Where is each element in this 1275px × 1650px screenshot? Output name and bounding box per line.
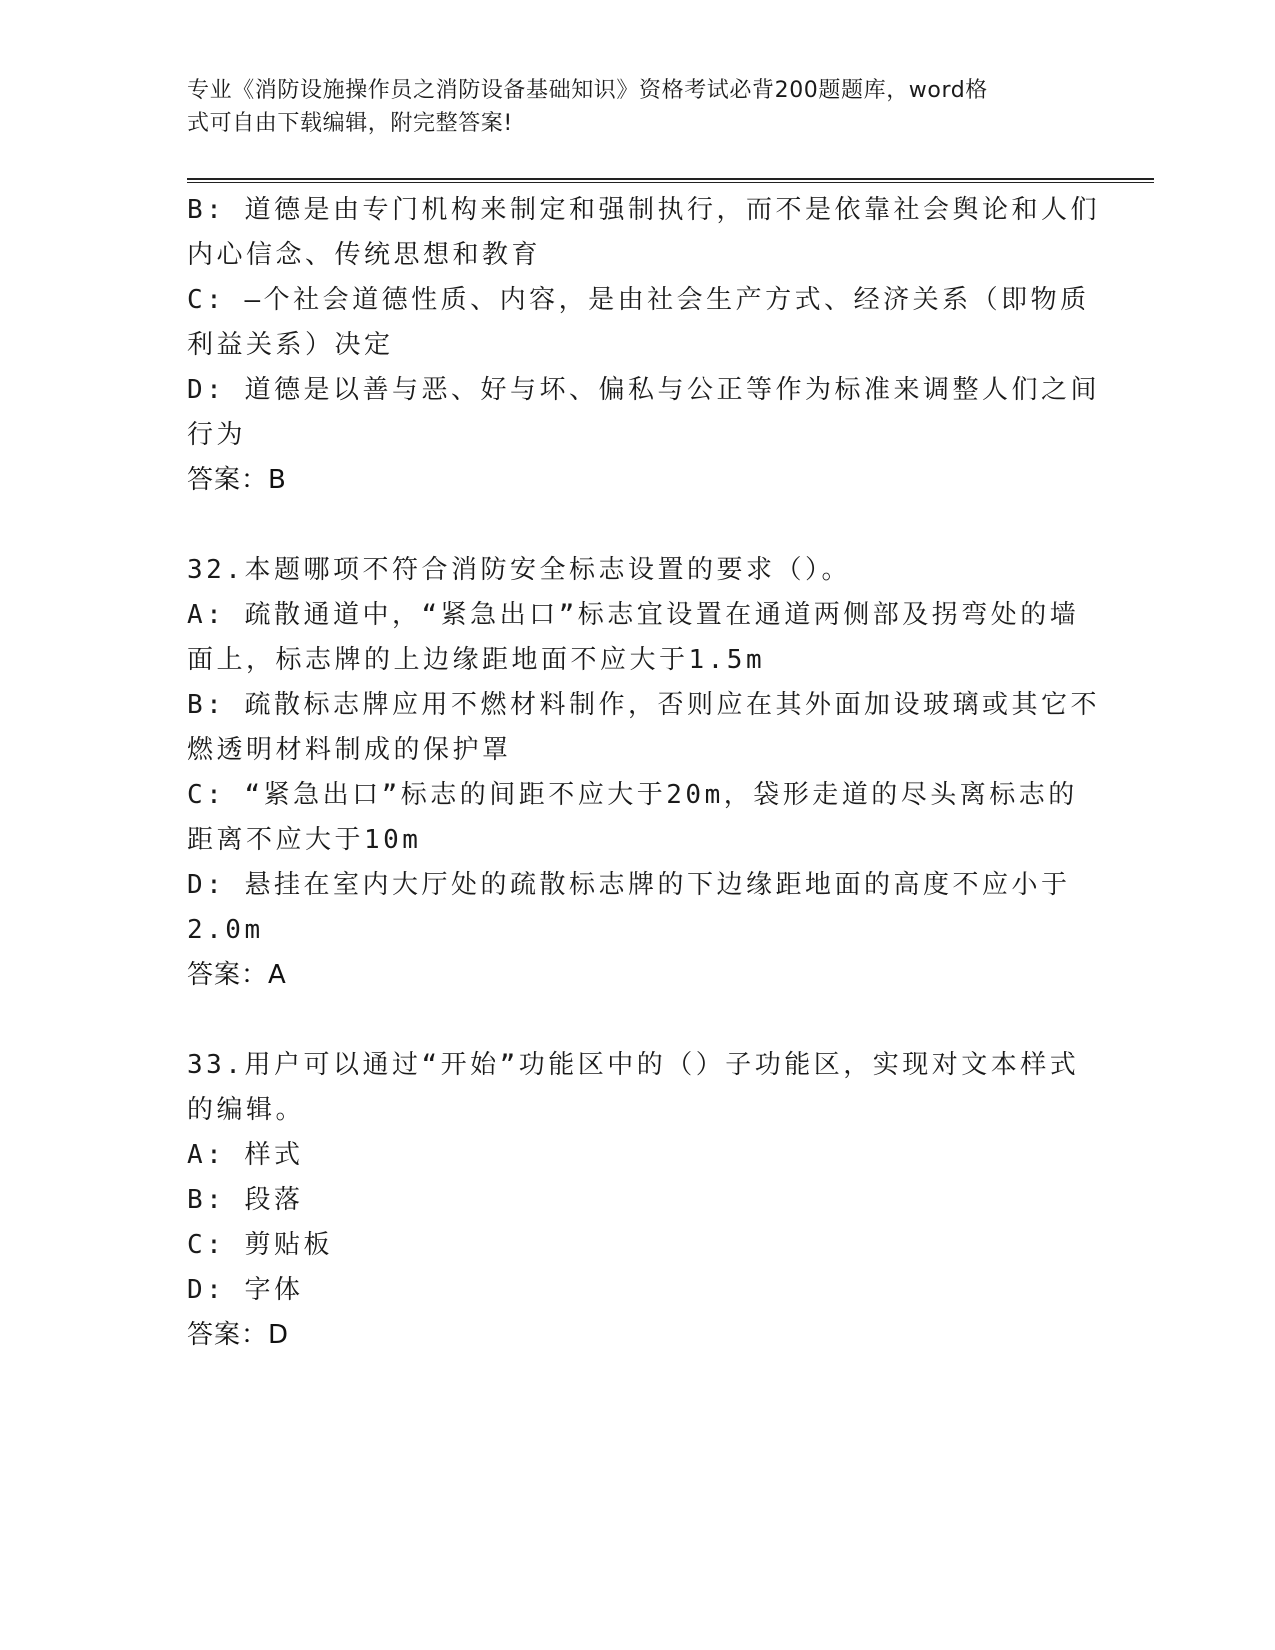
q31-option-d-line-2: 行为 (187, 420, 247, 450)
q32-option-b-line-2: 燃透明材料制成的保护罩 (187, 735, 512, 765)
question-33-block (187, 1043, 1080, 1358)
q33-option-c: C: 剪贴板 (187, 1230, 333, 1260)
q33-option-d: D: 字体 (187, 1275, 304, 1305)
q33-question-line-2: 的编辑。 (187, 1095, 306, 1125)
document-body (187, 188, 1100, 1358)
q32-question-text: 32.本题哪项不符合消防安全标志设置的要求（）。 (187, 555, 851, 585)
q31-answer: 答案：B (187, 465, 287, 495)
q31-option-b-line-2: 内心信念、传统思想和教育 (187, 240, 542, 270)
q32-option-c-line-1: C: “紧急出口”标志的间距不应大于20m，袋形走道的尽头离标志的 (187, 780, 1078, 810)
spacer (187, 998, 1077, 1043)
q33-question-line-1: 33.用户可以通过“开始”功能区中的（）子功能区，实现对文本样式 (187, 1050, 1080, 1080)
q32-option-a-line-1: A: 疏散通道中，“紧急出口”标志宜设置在通道两侧部及拐弯处的墙 (187, 600, 1080, 630)
question-32-block (187, 548, 1100, 998)
q32-option-d-line-2: 2.0m (187, 915, 264, 945)
header-title-line-1: 专业《消防设施操作员之消防设备基础知识》资格考试必背200题题库，word格 (187, 78, 988, 103)
q32-option-d-line-1: D: 悬挂在室内大厅处的疏散标志牌的下边缘距地面的高度不应小于 (187, 870, 1071, 900)
q31-option-b-line-1: B: 道德是由专门机构来制定和强制执行，而不是依靠社会舆论和人们 (187, 195, 1100, 225)
q31-option-c-line-2: 利益关系）决定 (187, 330, 394, 360)
q32-option-c-line-2: 距离不应大于10m (187, 825, 422, 855)
header-divider (187, 178, 1154, 183)
q32-answer: 答案：A (187, 960, 287, 990)
spacer (187, 503, 1077, 548)
q31-option-d-line-1: D: 道德是以善与恶、好与坏、偏私与公正等作为标准来调整人们之间 (187, 375, 1100, 405)
q33-answer: 答案：D (187, 1320, 290, 1350)
q33-option-b: B: 段落 (187, 1185, 304, 1215)
q33-option-a: A: 样式 (187, 1140, 304, 1170)
document-header (187, 74, 1067, 140)
question-31-block (187, 188, 1100, 503)
header-title-line-2: 式可自由下载编辑，附完整答案! (187, 111, 513, 136)
q32-option-b-line-1: B: 疏散标志牌应用不燃材料制作，否则应在其外面加设玻璃或其它不 (187, 690, 1100, 720)
q32-option-a-line-2: 面上，标志牌的上边缘距地面不应大于1.5m (187, 645, 766, 675)
q31-option-c-line-1: C: —个社会道德性质、内容，是由社会生产方式、经济关系（即物质 (187, 285, 1090, 315)
